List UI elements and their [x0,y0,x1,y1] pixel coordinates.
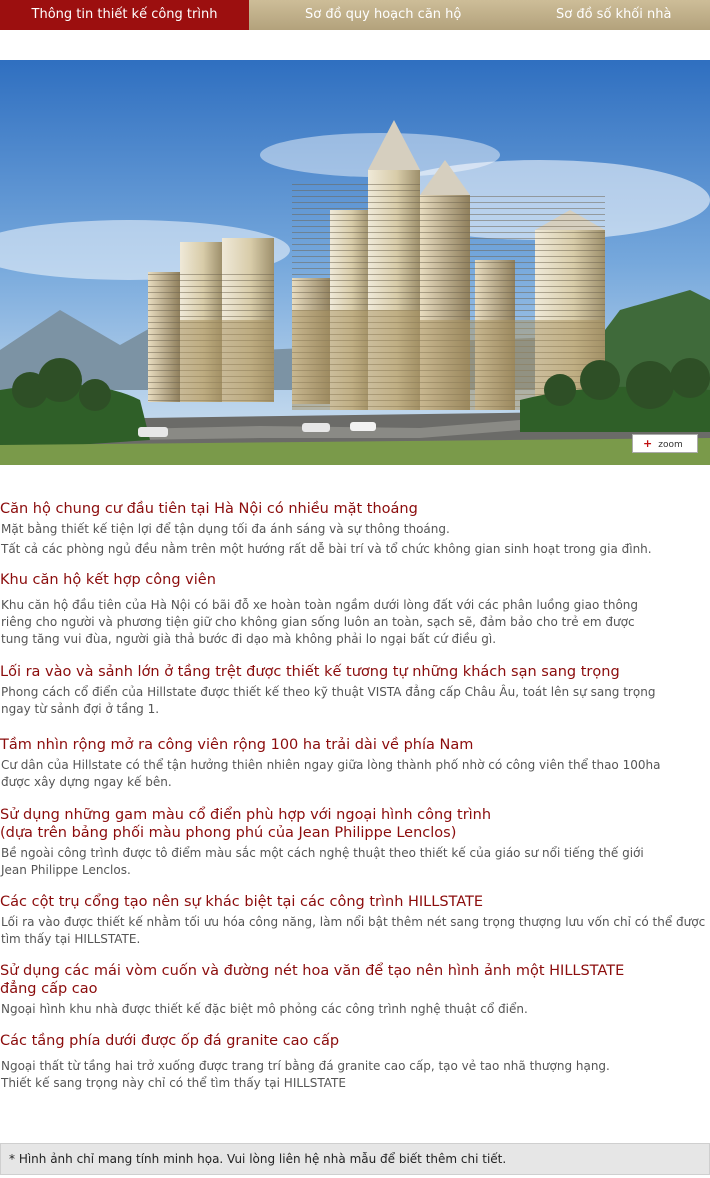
plus-icon: + [643,437,653,450]
section-heading: Khu căn hộ kết hợp công viên [0,572,216,588]
section-heading: Căn hộ chung cư đầu tiên tại Hà Nội có nhiều mặt thoáng [0,501,418,517]
disclaimer-note [0,1143,710,1175]
section-line: Khu căn hộ đầu tiên của Hà Nội có bãi đỗ xe hoàn toàn ngầm dưới lòng đất với các phân luồng giao thông [1,598,639,612]
section-line: được xây dựng ngay kế bên. [1,775,172,789]
section-line: Thiết kế sang trọng này chỉ có thể tìm thấy tại HILLSTATE [1,1076,346,1090]
section-6 [0,893,710,948]
section-line: Phong cách cổ điển của Hillstate được thiết kế theo kỹ thuật VISTA đẳng cấp Châu Âu, toát lên sự sang trọng [1,685,656,699]
section-heading: Lối ra vào và sảnh lớn ở tầng trệt được thiết kế tương tự những khách sạn sang trọng [0,664,620,680]
section-line: Bề ngoài công trình được tô điểm màu sắc một cách nghệ thuật theo thiết kế của giáo sư nổi tiếng thế giới [1,846,644,860]
tab-building-blocks[interactable]: Sơ đồ số khối nhà [556,7,672,22]
content [0,500,710,1092]
section-1 [0,500,710,558]
section-line: Ngoại thất từ tầng hai trở xuống được trang trí bằng đá granite cao cấp, tạo vẻ tao nhã thượng hạng. [1,1059,610,1073]
building-render [0,60,710,465]
section-heading: Sử dụng các mái vòm cuốn và đường nét hoa văn để tạo nên hình ảnh một HILLSTATE [0,963,625,979]
section-8 [0,1032,710,1092]
section-line: tìm thấy tại HILLSTATE. [1,932,141,946]
section-3 [0,663,710,718]
section-line: tung tăng vui đùa, người già thả bước đi dạo mà không phải lo ngại bất cứ điều gì. [1,632,497,646]
section-2 [0,571,710,648]
section-heading: Các cột trụ cổng tạo nên sự khác biệt tại các công trình HILLSTATE [0,894,484,910]
tab-design-info[interactable]: Thông tin thiết kế công trình [0,0,249,30]
disclaimer-text: * Hình ảnh chỉ mang tính minh họa. Vui lòng liên hệ nhà mẫu để biết thêm chi tiết. [9,1152,507,1166]
section-7 [0,962,710,1018]
zoom-button[interactable] [632,434,698,453]
section-5 [0,806,710,879]
section-line: Tất cả các phòng ngủ đều nằm trên một hướng rất dễ bài trí và tổ chức không gian sinh hoạt trong gia đình. [1,542,652,556]
section-heading-cont: đẳng cấp cao [0,981,98,997]
section-line: riêng cho người và phương tiện giữ cho không gian sống luôn an toàn, sạch sẽ, đảm bảo cho trẻ em được [1,615,635,629]
section-line: Mặt bằng thiết kế tiện lợi để tận dụng tối đa ánh sáng và sự thông thoáng. [1,522,450,536]
zoom-label: zoom [658,440,683,450]
tab-bar [0,0,710,30]
section-line: Lối ra vào được thiết kế nhằm tối ưu hóa công năng, làm nổi bật thêm nét sang trọng thượng lưu vốn chỉ có thể được [1,915,706,929]
section-heading: Sử dụng những gam màu cổ điển phù hợp với ngoại hình công trình [0,807,492,823]
section-heading: Tầm nhìn rộng mở ra công viên rộng 100 ha trải dài về phía Nam [0,737,474,753]
section-line: Ngoại hình khu nhà được thiết kế đặc biệt mô phỏng các công trình nghệ thuật cổ điển. [1,1002,528,1016]
section-line: ngay từ sảnh đợi ở tầng 1. [1,702,160,716]
tab-apartment-layout[interactable]: Sơ đồ quy hoạch căn hộ [305,7,462,22]
section-4 [0,736,710,791]
section-heading-cont: (dựa trên bảng phối màu phong phú của Jean Philippe Lenclos) [0,825,457,841]
hero-image [0,60,710,465]
section-line: Cư dân của Hillstate có thể tận hưởng thiên nhiên ngay giữa lòng thành phố nhờ có công viên thể thao 100ha [1,758,661,772]
section-line: Jean Philippe Lenclos. [1,863,131,877]
section-heading: Các tầng phía dưới được ốp đá granite cao cấp [0,1033,340,1049]
